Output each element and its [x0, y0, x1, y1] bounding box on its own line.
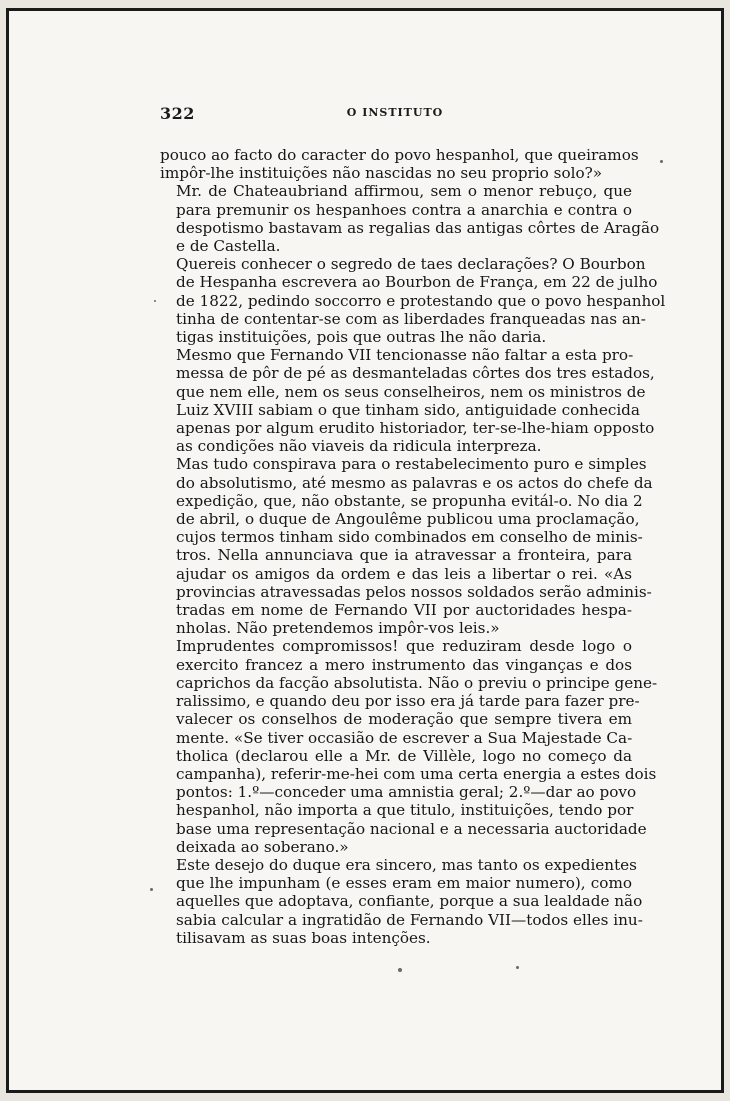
- page-header: [160, 104, 630, 128]
- text-line: de abril, o duque de Angoulême publicou uma proclamação,: [176, 510, 640, 529]
- text-line: nholas. Não pretendemos impôr-vos leis.»: [176, 619, 500, 638]
- text-line: do absolutismo, até mesmo as palavras e os actos do chefe da: [176, 473, 653, 492]
- text-line: mente. «Se tiver occasião de escrever a Sua Majestade Ca-: [176, 728, 633, 747]
- text-line: tholica (declarou elle a Mr. de Villèle, logo no começo da: [176, 746, 632, 765]
- text-line: pouco ao facto do caracter do povo hespanhol, que queiramos: [160, 146, 639, 164]
- ink-speck: [660, 160, 663, 163]
- text-line: as condições não viaveis da ridicula interpreza.: [176, 437, 542, 456]
- text-line: pontos: 1.º—conceder uma amnistia geral; 2.º—dar ao povo: [176, 783, 637, 802]
- paragraph-3: [160, 255, 666, 347]
- text-line: tigas instituições, pois que outras lhe não daria.: [176, 328, 547, 347]
- text-line: Mesmo que Fernando VII tencionasse não faltar a esta pro-: [176, 346, 634, 365]
- text-line: ajudar os amigos da ordem e das leis a libertar o rei. «As: [176, 564, 632, 583]
- ink-speck: [398, 968, 402, 972]
- text-line: que lhe impunham (e esses eram em maior numero), como: [176, 874, 632, 893]
- text-line: expedição, que, não obstante, se propunha evitál-o. No dia 2: [176, 491, 643, 510]
- text-line: cujos termos tinham sido combinados em conselho de minis-: [176, 528, 643, 547]
- text-line: ralissimo, e quando deu por isso era já tarde para fazer pre-: [176, 692, 640, 711]
- paragraph-5: [160, 455, 653, 638]
- text-line: provincias atravessadas pelos nossos soldados serão adminis-: [176, 582, 652, 601]
- paragraph-4: [160, 346, 655, 456]
- paragraph-2: [160, 182, 660, 256]
- paragraph-6: [160, 637, 658, 856]
- text-line: caprichos da facção absolutista. Não o previu o principe gene-: [176, 673, 658, 692]
- text-line: de Hespanha escrevera ao Bourbon de França, em 22 de julho: [176, 273, 658, 292]
- text-line: apenas por algum erudito historiador, ter-se-lhe-hiam opposto: [176, 419, 655, 438]
- text-line: campanha), referir-me-hei com uma certa energia a estes dois: [176, 764, 657, 783]
- running-head: O INSTITUTO: [346, 106, 444, 119]
- text-line: tros. Nella annunciava que ia atravessar a fronteira, para: [176, 546, 632, 565]
- text-line: messa de pôr de pé as desmanteladas côrtes dos tres estados,: [176, 364, 655, 383]
- paragraph-7: [160, 855, 643, 947]
- text-line: tinha de contentar-se com as liberdades franqueadas nas an-: [176, 309, 646, 328]
- text-line: que nem elle, nem os seus conselheiros, nem os ministros de: [176, 382, 646, 401]
- text-line: Quereis conhecer o segredo de taes declarações? O Bourbon: [176, 255, 646, 274]
- text-line: hespanhol, não importa a que titulo, instituições, tendo por: [176, 801, 634, 820]
- text-line: tilisavam as suas boas intenções.: [176, 928, 431, 947]
- text-line: Luiz XVIII sabiam o que tinham sido, antiguidade conhecida: [176, 400, 640, 419]
- text-line: Este desejo do duque era sincero, mas tanto os expedientes: [176, 855, 637, 874]
- ink-speck: [154, 300, 156, 302]
- text-line: exercito francez a mero instrumento das vinganças e dos: [176, 655, 632, 674]
- text-line: Imprudentes compromissos! que reduziram desde logo o: [176, 637, 632, 656]
- page-number: 322: [160, 104, 195, 123]
- text-line: despotismo bastavam as regalias das antigas côrtes de Aragão: [176, 218, 660, 237]
- ink-speck: [150, 888, 153, 891]
- text-line: Mas tudo conspirava para o restabelecimento puro e simples: [176, 455, 647, 474]
- text-line: de 1822, pedindo soccorro e protestando que o povo hespanhol: [176, 291, 666, 310]
- paragraph-1: [160, 146, 639, 183]
- text-line: Mr. de Chateaubriand affirmou, sem o menor rebuço, que: [176, 182, 632, 201]
- text-line: aquelles que adoptava, confiante, porque a sua lealdade não: [176, 892, 643, 911]
- body-text: [160, 146, 666, 947]
- text-line: impôr-lhe instituições não nascidas no seu proprio solo?»: [160, 164, 603, 183]
- text-line: e de Castella.: [176, 237, 281, 256]
- text-line: sabia calcular a ingratidão de Fernando VII—todos elles inu-: [176, 910, 643, 929]
- text-line: para premunir os hespanhoes contra a anarchia e contra o: [176, 200, 632, 219]
- text-line: tradas em nome de Fernando VII por auctoridades hespa-: [176, 601, 632, 620]
- text-line: base uma representação nacional e a necessaria auctoridade: [176, 819, 647, 838]
- text-line: deixada ao soberano.»: [176, 837, 349, 856]
- text-line: valecer os conselhos de moderação que sempre tivera em: [176, 710, 632, 729]
- ink-speck: [516, 966, 519, 969]
